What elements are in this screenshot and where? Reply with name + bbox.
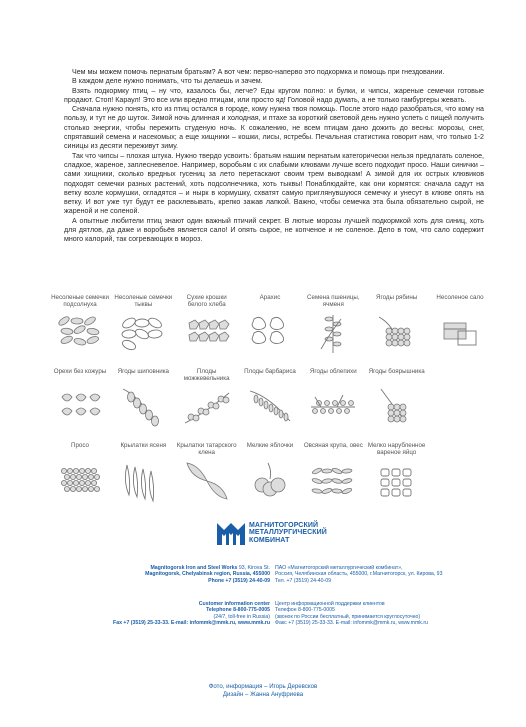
food-row (50, 294, 490, 368)
logo-line-3: КОМБИНАТ (249, 536, 290, 544)
chopped-egg-icon (371, 457, 423, 503)
food-label: Ягоды боярышника (368, 368, 425, 375)
food-item (50, 294, 110, 368)
millet-icon (54, 457, 106, 503)
food-label: Плоды можжевельника (183, 368, 230, 383)
rosehip-icon (117, 383, 169, 429)
paragraph: Сначала нужно понять, кто из птиц остался в городе, кому нужна твоя помощь. После этого надо разобраться, что кому на пользу, и тут не до шуток. Зимой ночь длинная и холодная, и птахе за короткий световой день нужно успеть с пищей получить столько энергии, чтобы пережить студеную ночь. К сожалению, не всем птицам дано дожить до весны: морозы, снег, спрятавший семена и насекомых; а еще хищники – кошки, лисы, ястребы. Печальная статистика говорит нам, что только 1-2 синицы из десяти переживут зиму. (64, 105, 484, 151)
food-label: Ягоды шиповника (117, 368, 169, 375)
photo-credit: Фото, информация – Игорь Деревсков (208, 683, 318, 690)
support-english: Customer information center Telephone 8-800-775-0005 (24/7, toll-free in Russia) Fax +7 (3519) 25-33-33. E-mail: infommk@mmk.ru, www.mmk.ru (113, 601, 270, 626)
sea-buckthorn-icon (307, 383, 359, 429)
food-label: Несоленые семечки подсолнуха (51, 294, 109, 309)
food-label: Сухие крошки белого хлеба (186, 294, 227, 309)
small-apples-icon (244, 457, 296, 503)
bird-food-grid (50, 294, 490, 516)
food-item (367, 442, 427, 516)
food-item (50, 368, 110, 442)
food-label: Ягоды рябины (376, 294, 418, 301)
food-item (303, 368, 363, 442)
food-label: Крылатки татарского клена (176, 442, 237, 457)
mmk-logo-icon (216, 520, 246, 546)
food-item (303, 294, 363, 368)
oats-icon (307, 457, 359, 503)
barberry-icon (244, 383, 296, 429)
food-label: Овсяная крупа, овес (303, 442, 363, 449)
paragraph: Так что чипсы – плохая штука. Нужно твердо усвоить: братьям нашим пернатым категорически нельзя предлагать соленое, сладкое, жареное, заплесневелое. Например, воробьям с их слабыми клювами лучше всего подходит просо. Наши синички – сами хищники, сколько вредных гусениц за лето перетаскают своим трем выводкам! А зимой для их острых клювиков подходят семечки разных растений, хоть подсолнечника, хоть тыквы! Понаблюдайте, как они кормятся: сначала садут на ветку возле кормушки, огладятся – и нырк в кормушку, схватят самую приглянувшуюся семечку и унесут в клюве опять на ветку. И вот уже тут будут ее расклевывать, крепко зажав лапкой. Важно, чтобы семечка эта была обязательно сырой, не жареной и не соленой. (64, 151, 484, 216)
food-item (430, 368, 490, 442)
maple-samara-icon (181, 457, 233, 503)
paragraph: Взять подкормку птиц – ну что, казалось бы, легче? Еды кругом полно: и булки, и чипсы, жареные семечки готовые продают. Стоп! Караул! Это все или вредно птицам, или просто яд! Головой надо думать, а не только гамбургеры жевать. (64, 86, 484, 104)
food-item (113, 442, 173, 516)
food-item (177, 368, 237, 442)
address-english: Magnitogorsk Iron and Steel Works 93, Kirova St. Magnitogorsk, Chelyabinsk region, Russia, 455000 Phone +7 (3519) 24-40-09 (145, 565, 270, 584)
peanuts-icon (244, 309, 296, 355)
food-row (50, 442, 490, 516)
food-label: Крылатки ясеня (120, 442, 167, 449)
credits (0, 683, 526, 700)
food-label: Просо (71, 442, 89, 449)
food-item (113, 368, 173, 442)
paragraph: Чем мы можем помочь пернатым братьям? А вот чем: перво-наперво это подкормка и помощь при гнездовании. (72, 68, 445, 76)
food-item (367, 294, 427, 368)
sunflower-seeds-icon (54, 309, 106, 355)
food-item (113, 294, 173, 368)
wheat-icon (307, 309, 359, 355)
food-label: Плоды барбариса (244, 368, 296, 375)
food-item (177, 442, 237, 516)
paragraph: В каждом деле нужно понимать, что ты делаешь и зачем. (72, 77, 263, 86)
bread-crumbs-icon (181, 309, 233, 355)
food-item (50, 442, 110, 516)
food-label: Арахис (259, 294, 281, 301)
pumpkin-seeds-icon (117, 309, 169, 355)
food-label: Несоленые семечки тыквы (114, 294, 173, 309)
paragraph: А опытные любители птиц знают один важный птичий секрет. В лютые морозы лучшей подкормкой хоть для синиц, хоть для дятлов, да даже и воробьёв является сало! И опять сырое, не копченое и не соленое. Дело в том, что сало содержит много калорий, так согревающих в мороз. (64, 216, 484, 244)
food-label: Несоленое сало (436, 294, 484, 301)
juniper-icon (181, 383, 233, 429)
food-label: Ягоды облепихи (309, 368, 357, 375)
walnuts-icon (54, 383, 106, 429)
food-item (240, 294, 300, 368)
food-label: Мелко нарубленное вареное яйцо (367, 442, 426, 457)
food-label: Орехи без кожуры (53, 368, 107, 375)
address-russian: ПАО «Магнитогорский металлургический комбинат», Россия, Челябинская область, 455000, г.Магнитогорск, ул. Кирова, 93 Тел. +7 (3519) 24-40-09 (275, 565, 443, 584)
support-russian: Центр информационной поддержки клиентов Телефон 8-800-775-0005 (звонок по России бесплатный, принимается круглосуточно) Факс +7 (3519) 25-33-33. E-mail: infommk@mmk.ru, www.mmk.ru (275, 601, 428, 626)
food-item (367, 368, 427, 442)
food-item (303, 442, 363, 516)
lard-icon (434, 309, 486, 355)
food-item (240, 368, 300, 442)
logo-line-2: МЕТАЛЛУРГИЧЕСКИЙ (249, 529, 327, 537)
food-item (240, 442, 300, 516)
company-logo (216, 520, 327, 546)
article-text (64, 68, 484, 245)
logo-line-1: МАГНИТОГОРСКИЙ (249, 521, 319, 529)
food-label: Семена пшеницы, ячменя (307, 294, 360, 309)
rowan-berries-icon (371, 309, 423, 355)
food-item (430, 442, 490, 516)
hawthorn-icon (371, 383, 423, 429)
food-row (50, 368, 490, 442)
food-label: Мелкие яблочки (246, 442, 294, 449)
food-item (430, 294, 490, 368)
food-item (177, 294, 237, 368)
design-credit: Дизайн – Жанна Ануфриева (222, 691, 304, 699)
ash-samara-icon (117, 457, 169, 503)
